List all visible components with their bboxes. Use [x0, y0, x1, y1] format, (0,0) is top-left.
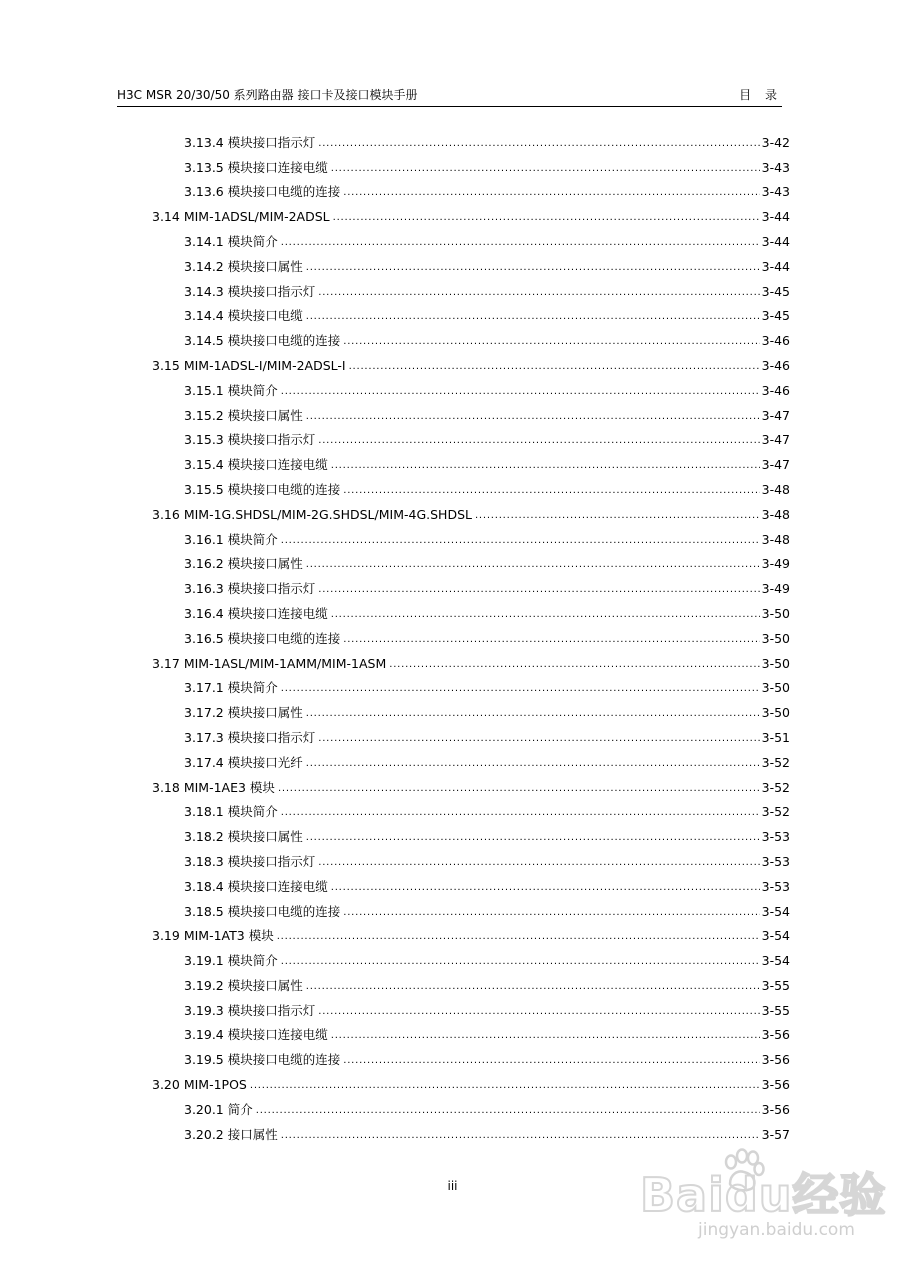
toc-page-number: 3-44: [761, 258, 790, 274]
toc-dot-leader: [343, 906, 759, 920]
toc-entry-title: [184, 184, 341, 200]
toc-dot-leader: [306, 261, 760, 275]
toc-page-number: 3-56: [761, 1101, 790, 1117]
toc-entry-number: 3.19.5: [184, 1052, 224, 1068]
toc-entry-number: 3.15: [152, 357, 180, 373]
toc-entry-number: 3.17.3: [184, 729, 224, 745]
toc-entry-number: 3.16.3: [184, 581, 224, 597]
toc-subsection-entry[interactable]: [150, 424, 790, 449]
toc-entry-title: [184, 1102, 254, 1118]
toc-entry-text: 模块简介: [227, 953, 278, 969]
toc-entry-text: 模块接口电缆的连接: [227, 903, 341, 919]
toc-section-entry[interactable]: [150, 920, 790, 945]
page-header: [117, 86, 782, 107]
toc-entry-number: 3.17.1: [184, 680, 224, 696]
toc-page-number: 3-44: [761, 209, 790, 225]
toc-subsection-entry[interactable]: [150, 176, 790, 201]
toc-subsection-entry[interactable]: [150, 548, 790, 573]
toc-page-number: 3-55: [761, 977, 790, 993]
toc-entry-number: 3.17: [152, 655, 180, 671]
toc-section-entry[interactable]: [150, 349, 790, 374]
toc-entry-text: 模块接口指示灯: [227, 853, 316, 869]
toc-subsection-entry[interactable]: [150, 374, 790, 399]
toc-page-number: 3-49: [761, 556, 790, 572]
table-of-contents: [150, 126, 790, 1143]
toc-dot-leader: [318, 732, 759, 746]
toc-subsection-entry[interactable]: [150, 969, 790, 994]
toc-subsection-entry[interactable]: [150, 275, 790, 300]
toc-dot-leader: [306, 310, 760, 324]
toc-entry-title: [184, 259, 304, 275]
toc-subsection-entry[interactable]: [150, 324, 790, 349]
toc-dot-leader: [331, 1029, 760, 1043]
toc-page-number: 3-44: [761, 233, 790, 249]
toc-entry-title: [184, 308, 304, 324]
toc-dot-leader: [343, 484, 759, 498]
toc-dot-leader: [306, 757, 760, 771]
toc-subsection-entry[interactable]: [150, 820, 790, 845]
toc-entry-text: 模块接口连接电缆: [227, 457, 328, 473]
toc-subsection-entry[interactable]: [150, 151, 790, 176]
toc-entry-text: 模块接口属性: [227, 556, 303, 572]
toc-entry-number: 3.16.1: [184, 531, 224, 547]
toc-entry-text: 接口属性: [227, 1126, 278, 1142]
toc-entry-title: [184, 160, 329, 176]
toc-page-number: 3-47: [761, 432, 790, 448]
toc-entry-number: 3.13.4: [184, 134, 224, 150]
toc-entry-text: 模块简介: [227, 382, 278, 398]
toc-dot-leader: [318, 856, 759, 870]
toc-subsection-entry[interactable]: [150, 523, 790, 548]
toc-entry-number: 3.16.4: [184, 605, 224, 621]
toc-dot-leader: [306, 558, 760, 572]
toc-dot-leader: [281, 806, 760, 820]
toc-entry-title: [184, 333, 341, 349]
toc-page-number: 3-50: [761, 655, 790, 671]
toc-dot-leader: [331, 608, 760, 622]
toc-entry-number: 3.15.5: [184, 481, 224, 497]
toc-dot-leader: [475, 509, 760, 523]
toc-subsection-entry[interactable]: [150, 448, 790, 473]
toc-subsection-entry[interactable]: [150, 895, 790, 920]
toc-entry-title: [184, 1003, 316, 1019]
toc-entry-text: 模块接口指示灯: [227, 581, 316, 597]
toc-dot-leader: [318, 434, 759, 448]
toc-dot-leader: [281, 385, 760, 399]
toc-page-number: 3-45: [761, 283, 790, 299]
toc-page-number: 3-56: [761, 1027, 790, 1043]
toc-entry-number: 3.20.2: [184, 1126, 224, 1142]
toc-page-number: 3-48: [761, 531, 790, 547]
toc-dot-leader: [281, 955, 760, 969]
toc-page-number: 3-48: [761, 481, 790, 497]
toc-dot-leader: [331, 459, 760, 473]
toc-entry-number: 3.15.4: [184, 457, 224, 473]
toc-page-number: 3-54: [761, 903, 790, 919]
toc-subsection-entry[interactable]: [150, 994, 790, 1019]
toc-page-number: 3-54: [761, 928, 790, 944]
toc-subsection-entry[interactable]: [150, 672, 790, 697]
toc-subsection-entry[interactable]: [150, 250, 790, 275]
toc-entry-text: 模块接口电缆: [227, 308, 303, 324]
toc-entry-title: [184, 408, 304, 424]
toc-entry-title: [184, 581, 316, 597]
toc-subsection-entry[interactable]: [150, 1093, 790, 1118]
toc-page-number: 3-47: [761, 457, 790, 473]
toc-dot-leader: [306, 831, 760, 845]
toc-dot-leader: [318, 583, 759, 597]
toc-subsection-entry[interactable]: [150, 1019, 790, 1044]
toc-entry-number: 3.14.1: [184, 233, 224, 249]
toc-dot-leader: [318, 1005, 759, 1019]
toc-page-number: 3-50: [761, 630, 790, 646]
toc-dot-leader: [349, 360, 760, 374]
toc-section-entry[interactable]: [150, 1068, 790, 1093]
toc-page-number: 3-52: [761, 779, 790, 795]
toc-entry-title: [184, 606, 329, 622]
toc-dot-leader: [277, 930, 760, 944]
toc-entry-text: MIM-1AT3 模块: [183, 928, 274, 944]
toc-entry-text: 模块简介: [227, 804, 278, 820]
toc-subsection-entry[interactable]: [150, 1043, 790, 1068]
toc-entry-text: 模块接口电缆的连接: [227, 481, 341, 497]
toc-entry-title: [184, 556, 304, 572]
toc-entry-number: 3.17.4: [184, 754, 224, 770]
toc-entry-text: 模块接口电缆的连接: [227, 1052, 341, 1068]
toc-entry-text: 模块接口指示灯: [227, 729, 316, 745]
toc-entry-text: MIM-1G.SHDSL/MIM-2G.SHDSL/MIM-4G.SHDSL: [183, 506, 472, 522]
toc-dot-leader: [318, 137, 759, 151]
toc-dot-leader: [343, 633, 759, 647]
toc-section-entry[interactable]: [150, 498, 790, 523]
toc-dot-leader: [281, 534, 760, 548]
toc-entry-title: [184, 730, 316, 746]
toc-subsection-entry[interactable]: [150, 473, 790, 498]
toc-entry-number: 3.18: [152, 779, 180, 795]
toc-entry-number: 3.19.1: [184, 953, 224, 969]
toc-entry-title: [152, 928, 275, 944]
toc-entry-title: [152, 209, 331, 225]
toc-page-number: 3-46: [761, 357, 790, 373]
toc-entry-number: 3.17.2: [184, 705, 224, 721]
toc-entry-text: 模块接口指示灯: [227, 283, 316, 299]
baidu-watermark: [640, 1140, 890, 1250]
toc-entry-number: 3.16: [152, 506, 180, 522]
toc-page-number: 3-52: [761, 754, 790, 770]
toc-page-number: 3-54: [761, 953, 790, 969]
toc-entry-text: 模块接口属性: [227, 705, 303, 721]
toc-entry-title: [184, 755, 304, 771]
toc-entry-title: [184, 804, 279, 820]
toc-entry-number: 3.13.5: [184, 159, 224, 175]
toc-subsection-entry[interactable]: [150, 721, 790, 746]
document-title: H3C MSR 20/30/50 系列路由器 接口卡及接口模块手册: [117, 88, 418, 102]
toc-subsection-entry[interactable]: [150, 944, 790, 969]
toc-entry-text: 模块接口指示灯: [227, 1002, 316, 1018]
toc-entry-number: 3.16.5: [184, 630, 224, 646]
toc-entry-text: 模块接口指示灯: [227, 432, 316, 448]
toc-entry-title: [184, 532, 279, 548]
toc-page-number: 3-51: [761, 729, 790, 745]
toc-entry-number: 3.18.1: [184, 804, 224, 820]
toc-dot-leader: [278, 782, 760, 796]
toc-dot-leader: [281, 682, 760, 696]
toc-dot-leader: [389, 658, 759, 672]
toc-entry-text: 简介: [227, 1101, 253, 1117]
toc-entry-number: 3.14.4: [184, 308, 224, 324]
toc-dot-leader: [333, 211, 760, 225]
toc-entry-number: 3.19: [152, 928, 180, 944]
toc-entry-text: 模块简介: [227, 233, 278, 249]
toc-dot-leader: [343, 1054, 759, 1068]
toc-subsection-entry[interactable]: [150, 572, 790, 597]
toc-page-number: 3-43: [761, 159, 790, 175]
toc-entry-number: 3.15.2: [184, 407, 224, 423]
toc-entry-title: [184, 978, 304, 994]
toc-entry-title: [184, 432, 316, 448]
watermark-url: jingyan.baidu.com: [698, 1220, 855, 1240]
toc-page-number: 3-48: [761, 506, 790, 522]
toc-entry-title: [184, 234, 279, 250]
toc-entry-title: [184, 680, 279, 696]
toc-entry-number: 3.19.2: [184, 977, 224, 993]
toc-subsection-entry[interactable]: [150, 225, 790, 250]
toc-entry-title: [184, 1127, 279, 1143]
toc-page-number: 3-53: [761, 829, 790, 845]
toc-entry-text: MIM-1ADSL-I/MIM-2ADSL-I: [183, 357, 346, 373]
toc-entry-title: [184, 457, 329, 473]
toc-page-number: 3-49: [761, 581, 790, 597]
toc-dot-leader: [343, 186, 759, 200]
toc-entry-text: MIM-1ASL/MIM-1AMM/MIM-1ASM: [183, 655, 387, 671]
toc-entry-text: 模块接口连接电缆: [227, 878, 328, 894]
toc-subsection-entry[interactable]: [150, 845, 790, 870]
toc-entry-number: 3.14.2: [184, 258, 224, 274]
toc-entry-title: [184, 631, 341, 647]
toc-page-number: 3-46: [761, 382, 790, 398]
toc-entry-number: 3.15.1: [184, 382, 224, 398]
toc-entry-text: 模块接口属性: [227, 829, 303, 845]
toc-entry-title: [184, 854, 316, 870]
toc-entry-number: 3.18.3: [184, 853, 224, 869]
toc-page-number: 3-50: [761, 605, 790, 621]
toc-entry-title: [184, 953, 279, 969]
toc-entry-text: 模块简介: [227, 531, 278, 547]
toc-dot-leader: [331, 162, 760, 176]
toc-entry-number: 3.16.2: [184, 556, 224, 572]
toc-subsection-entry[interactable]: [150, 796, 790, 821]
toc-entry-number: 3.18.2: [184, 829, 224, 845]
toc-entry-text: 模块接口电缆的连接: [227, 184, 341, 200]
toc-page-number: 3-45: [761, 308, 790, 324]
toc-entry-title: [184, 705, 304, 721]
toc-subsection-entry[interactable]: [150, 622, 790, 647]
toc-entry-number: 3.18.5: [184, 903, 224, 919]
toc-entry-number: 3.13.6: [184, 184, 224, 200]
toc-page-number: 3-47: [761, 407, 790, 423]
toc-entry-text: 模块接口属性: [227, 258, 303, 274]
toc-entry-title: [184, 383, 279, 399]
toc-entry-title: [184, 829, 304, 845]
toc-entry-text: 模块接口指示灯: [227, 134, 316, 150]
toc-subsection-entry[interactable]: [150, 300, 790, 325]
toc-page-number: 3-57: [761, 1126, 790, 1142]
toc-page-number: 3-46: [761, 333, 790, 349]
toc-entry-number: 3.14.3: [184, 283, 224, 299]
toc-dot-leader: [306, 980, 760, 994]
toc-dot-leader: [256, 1104, 760, 1118]
toc-entry-title: [152, 656, 387, 672]
toc-subsection-entry[interactable]: [150, 126, 790, 151]
toc-entry-number: 3.19.4: [184, 1027, 224, 1043]
toc-entry-title: [184, 284, 316, 300]
toc-entry-title: [152, 507, 473, 523]
toc-page-number: 3-53: [761, 878, 790, 894]
toc-entry-title: [184, 135, 316, 151]
toc-subsection-entry[interactable]: [150, 597, 790, 622]
toc-page-number: 3-56: [761, 1052, 790, 1068]
toc-subsection-entry[interactable]: [150, 1118, 790, 1143]
watermark-brand: Baidu经验: [640, 1168, 887, 1222]
toc-entry-title: [184, 482, 341, 498]
toc-page-number: 3-53: [761, 853, 790, 869]
toc-entry-text: 模块接口属性: [227, 977, 303, 993]
toc-entry-text: 模块接口连接电缆: [227, 159, 328, 175]
toc-entry-text: 模块简介: [227, 680, 278, 696]
toc-page-number: 3-42: [761, 134, 790, 150]
toc-section-entry[interactable]: [150, 647, 790, 672]
toc-dot-leader: [331, 881, 760, 895]
toc-page-number: 3-50: [761, 705, 790, 721]
toc-section-entry[interactable]: [150, 771, 790, 796]
toc-entry-title: [184, 1027, 329, 1043]
toc-section-entry[interactable]: [150, 200, 790, 225]
toc-entry-text: 模块接口光纤: [227, 754, 303, 770]
toc-entry-number: 3.14: [152, 209, 180, 225]
toc-entry-text: MIM-1POS: [183, 1077, 247, 1093]
toc-entry-title: [184, 904, 341, 920]
toc-entry-number: 3.20: [152, 1077, 180, 1093]
section-title: 目 录: [739, 88, 782, 102]
toc-entry-title: [184, 1052, 341, 1068]
toc-dot-leader: [306, 410, 760, 424]
toc-dot-leader: [318, 286, 759, 300]
toc-dot-leader: [281, 236, 760, 250]
toc-dot-leader: [306, 707, 760, 721]
toc-entry-number: 3.15.3: [184, 432, 224, 448]
toc-entry-number: 3.14.5: [184, 333, 224, 349]
toc-entry-text: MIM-1AE3 模块: [183, 779, 275, 795]
toc-entry-title: [152, 358, 347, 374]
toc-dot-leader: [250, 1079, 760, 1093]
toc-subsection-entry[interactable]: [150, 870, 790, 895]
toc-entry-text: 模块接口电缆的连接: [227, 333, 341, 349]
toc-page-number: 3-56: [761, 1077, 790, 1093]
toc-subsection-entry[interactable]: [150, 696, 790, 721]
toc-entry-title: [152, 780, 276, 796]
toc-entry-title: [152, 1077, 248, 1093]
toc-subsection-entry[interactable]: [150, 746, 790, 771]
page-number: iii: [447, 1179, 458, 1193]
toc-entry-text: 模块接口电缆的连接: [227, 630, 341, 646]
toc-entry-number: 3.18.4: [184, 878, 224, 894]
toc-entry-text: 模块接口属性: [227, 407, 303, 423]
toc-entry-number: 3.19.3: [184, 1002, 224, 1018]
toc-subsection-entry[interactable]: [150, 399, 790, 424]
toc-page-number: 3-50: [761, 680, 790, 696]
toc-entry-text: 模块接口连接电缆: [227, 1027, 328, 1043]
toc-entry-text: 模块接口连接电缆: [227, 605, 328, 621]
toc-page-number: 3-52: [761, 804, 790, 820]
toc-page-number: 3-43: [761, 184, 790, 200]
toc-entry-text: MIM-1ADSL/MIM-2ADSL: [183, 209, 330, 225]
toc-dot-leader: [343, 335, 759, 349]
toc-entry-number: 3.20.1: [184, 1101, 224, 1117]
toc-page-number: 3-55: [761, 1002, 790, 1018]
toc-entry-title: [184, 879, 329, 895]
